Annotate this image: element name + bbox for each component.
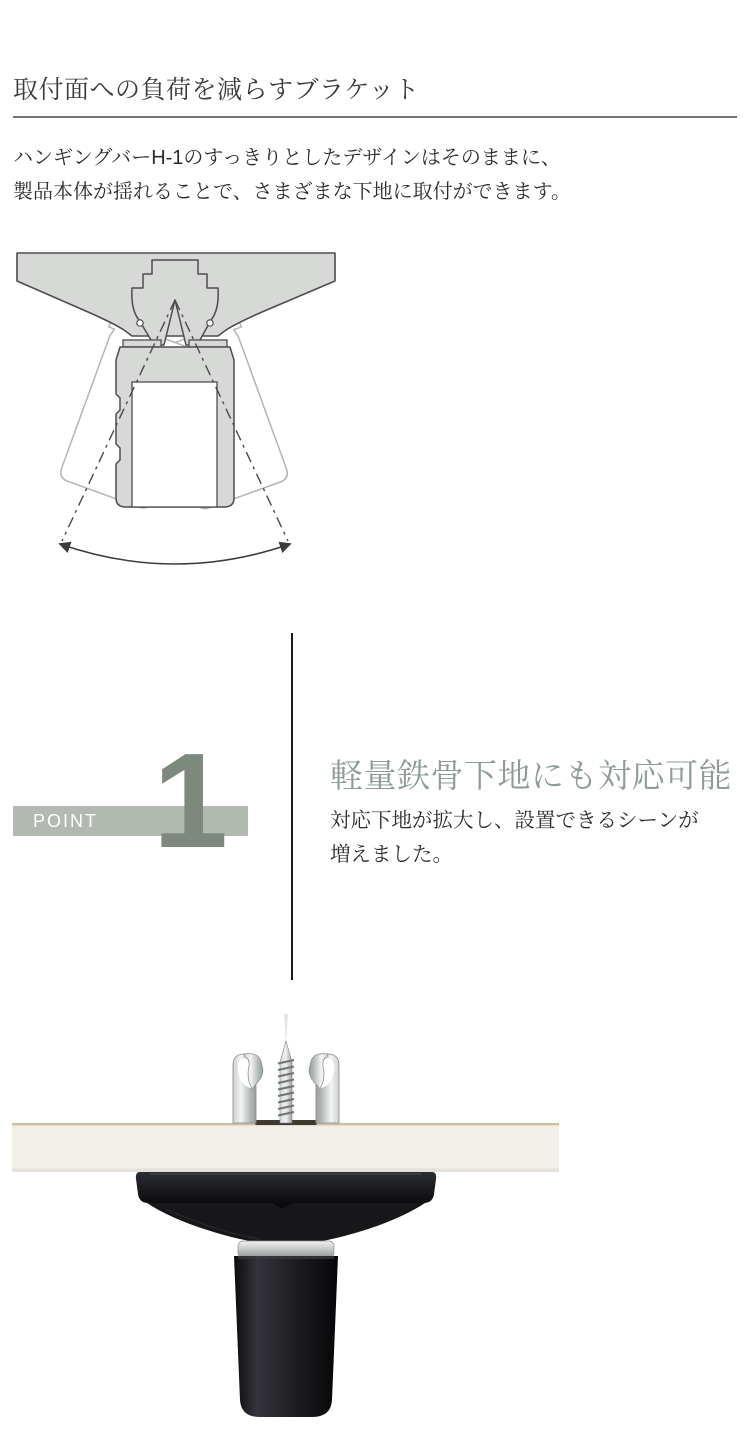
bracket-cone (147, 1203, 425, 1243)
bracket-installed-photo (0, 1010, 750, 1446)
intro-line-2: 製品本体が揺れることで、さまざまな下地に取付ができます。 (13, 181, 571, 203)
section-divider (291, 633, 293, 980)
intro-text (13, 141, 571, 209)
point-number: 1 (152, 725, 228, 876)
swing-arc (60, 544, 290, 564)
screw-tip (284, 1014, 288, 1043)
point-description-line-1: 対応下地が拡大し、設置できるシーンが (330, 809, 699, 832)
metal-hook-left (233, 1054, 263, 1123)
mounting-board (12, 1120, 559, 1172)
bracket-swing-diagram (14, 248, 336, 580)
bracket-disk (136, 1172, 436, 1203)
washer (238, 1241, 334, 1258)
point-description-line-2: 増えました。 (330, 843, 453, 866)
flange-right (189, 340, 227, 347)
bracket-body-face (132, 382, 217, 507)
flange-left (123, 340, 161, 347)
knob (234, 1256, 338, 1417)
point-heading: 軽量鉄骨下地にも対応可能 (330, 757, 732, 794)
anchor-screw (278, 1041, 294, 1123)
title-divider (13, 116, 737, 118)
page-title: 取付面への負荷を減らすブラケット (13, 76, 420, 104)
intro-line-1: ハンギングバーH-1のすっきりとしたデザインはそのままに、 (13, 147, 561, 169)
metal-hook-right (309, 1054, 339, 1123)
point-description (330, 804, 730, 872)
point-label: POINT (33, 811, 99, 831)
